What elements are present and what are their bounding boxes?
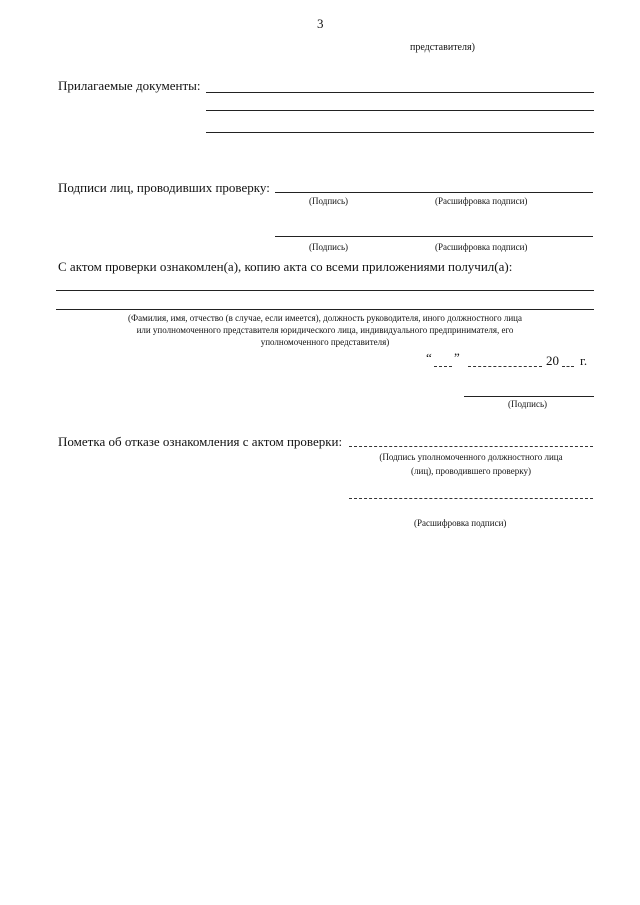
attached-documents-line-3[interactable] (206, 132, 594, 133)
inspectors-signatures-label: Подписи лиц, проводивших проверку: (58, 180, 270, 195)
signature-caption-1: (Подпись) (309, 196, 349, 206)
acquainted-name-line-2[interactable] (56, 309, 594, 310)
refusal-signature-line[interactable] (349, 446, 593, 447)
date-close-quote: ” (454, 350, 460, 365)
attached-documents-line-2[interactable] (206, 110, 594, 111)
date-year-field[interactable] (562, 366, 574, 367)
refusal-caption (349, 450, 593, 478)
inspector-signature-line-1[interactable] (275, 192, 593, 193)
signature-decode-caption-2: (Расшифровка подписи) (435, 242, 528, 252)
signature-decode-caption-1: (Расшифровка подписи) (435, 196, 528, 206)
date-month-field[interactable] (468, 366, 542, 367)
date-year-suffix: г. (580, 353, 588, 368)
signature-caption-2: (Подпись) (309, 242, 349, 252)
refusal-label: Пометка об отказе ознакомления с актом проверки: (58, 434, 343, 449)
acquainted-caption-line-1: (Фамилия, имя, отчество (в случае, если имеется), должность руководителя, иного должностного лица (128, 313, 522, 323)
inspector-signature-line-2[interactable] (275, 236, 593, 237)
acquainted-signature-line[interactable] (464, 396, 594, 397)
refusal-caption-line-1: (Подпись уполномоченного должностного лица (379, 452, 563, 462)
acquainted-statement: С актом проверки ознакомлен(а), копию акта со всеми приложениями получил(а): (58, 259, 513, 274)
attached-documents-line-1[interactable] (206, 92, 594, 93)
top-caption: представителя) (410, 42, 475, 53)
refusal-decode-caption: (Расшифровка подписи) (414, 518, 507, 528)
acquainted-caption (56, 312, 594, 348)
refusal-decode-line[interactable] (349, 498, 593, 499)
acquainted-name-line-1[interactable] (56, 290, 594, 291)
attached-documents-label: Прилагаемые документы: (58, 78, 201, 93)
page-number: 3 (317, 16, 324, 31)
date-year-prefix: 20 (546, 353, 559, 368)
date-day-field[interactable] (434, 366, 452, 367)
acquainted-signature-caption: (Подпись) (508, 399, 548, 409)
date-open-quote: “ (426, 350, 432, 365)
acquainted-caption-line-3: уполномоченного представителя) (260, 337, 390, 347)
acquainted-caption-line-2: или уполномоченного представителя юридического лица, индивидуального предпринимателя, его (136, 325, 514, 335)
refusal-caption-line-2: (лиц), проводившего проверку) (411, 466, 531, 476)
